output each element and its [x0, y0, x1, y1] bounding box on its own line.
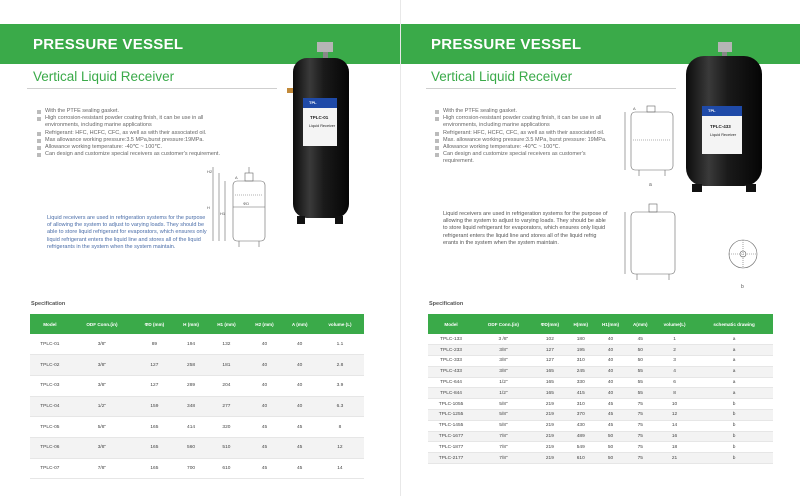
- table-cell: 310: [567, 356, 594, 367]
- table-row: [30, 355, 364, 376]
- table-cell: 40: [594, 356, 626, 367]
- table-cell: 75: [627, 453, 654, 464]
- table-cell: 7/8": [474, 442, 533, 453]
- table-cell: 414: [175, 417, 208, 438]
- table-cell: 89: [134, 334, 175, 355]
- column-header: A(mm): [627, 314, 654, 334]
- table-cell: TPLC-133: [428, 334, 474, 345]
- brand-label: TPL: [708, 108, 716, 113]
- table-cell: 14: [654, 420, 695, 431]
- table-cell: 75: [627, 442, 654, 453]
- table-cell: b: [695, 431, 773, 442]
- table-row: [428, 410, 773, 421]
- table-cell: 75: [627, 410, 654, 421]
- description: Liquid receivers are used in refrigeration systems for the purpose of allowing the system to adjust to varying loads. They should be able to store liquid refrigerant for evaporators, which ensures only liquid refrigerant enters the liquid line and stores all of the liquid refrigerants in the system when the system maintain.: [47, 215, 207, 250]
- table-cell: 3/8": [70, 334, 134, 355]
- table-cell: TPLC-02: [30, 355, 70, 376]
- table-cell: 40: [594, 377, 626, 388]
- spec-title: Specification: [429, 301, 464, 307]
- table-cell: 181: [207, 355, 245, 376]
- column-header: H1(mm): [594, 314, 626, 334]
- table-cell: TPLC-233: [428, 345, 474, 356]
- table-cell: 45: [594, 399, 626, 410]
- product-image: [287, 42, 353, 228]
- table-cell: 102: [533, 334, 567, 345]
- feature-item: Can design and customize special receivers as customer's requirement.: [435, 151, 615, 165]
- table-cell: 430: [567, 420, 594, 431]
- table-cell: 40: [245, 375, 283, 396]
- table-cell: 132: [207, 334, 245, 355]
- spec-table: [428, 314, 773, 464]
- table-row: [428, 366, 773, 377]
- table-cell: 180: [567, 334, 594, 345]
- table-cell: 245: [567, 366, 594, 377]
- table-cell: TPLC-04: [30, 396, 70, 417]
- divider: [426, 88, 676, 89]
- table-cell: 219: [533, 399, 567, 410]
- table-cell: 40: [594, 345, 626, 356]
- table-cell: 8: [316, 417, 364, 438]
- table-cell: TPLC-1455: [428, 420, 474, 431]
- table-row: [428, 399, 773, 410]
- table-cell: 195: [567, 345, 594, 356]
- table-row: [428, 356, 773, 367]
- table-cell: a: [695, 388, 773, 399]
- feature-list: [435, 108, 615, 166]
- table-cell: 50: [627, 345, 654, 356]
- product-name-label: Liquid Receiver: [710, 133, 737, 137]
- table-cell: 560: [175, 437, 208, 458]
- table-cell: 55: [627, 377, 654, 388]
- table-cell: 510: [207, 437, 245, 458]
- column-header: H (mm): [175, 314, 208, 334]
- table-cell: 3/8": [70, 375, 134, 396]
- table-row: [30, 437, 364, 458]
- table-cell: a: [695, 377, 773, 388]
- table-row: [30, 458, 364, 479]
- table-cell: 219: [533, 453, 567, 464]
- dim-label: H1: [220, 211, 226, 216]
- technical-drawing: [205, 165, 275, 250]
- table-cell: TPLC-03: [30, 375, 70, 396]
- column-header: Model: [30, 314, 70, 334]
- table-cell: 40: [284, 334, 316, 355]
- table-cell: 165: [533, 377, 567, 388]
- table-cell: 40: [284, 396, 316, 417]
- table-cell: 2: [654, 345, 695, 356]
- page-subtitle: Vertical Liquid Receiver: [33, 69, 175, 84]
- table-cell: 45: [594, 410, 626, 421]
- table-row: [30, 396, 364, 417]
- divider: [27, 88, 277, 89]
- product-image: [684, 42, 764, 194]
- feature-item: Refrigerant: HFC, HCFC, CFC, as well as with their associated oil.: [435, 130, 615, 137]
- feature-item: With the PTFE sealing gasket.: [37, 108, 237, 115]
- table-cell: 1/2": [474, 388, 533, 399]
- table-cell: 3 /8": [474, 334, 533, 345]
- table-cell: 7/8": [474, 453, 533, 464]
- table-cell: 700: [175, 458, 208, 479]
- table-cell: 3/8": [474, 356, 533, 367]
- drawing-label-a: a: [649, 182, 652, 188]
- table-cell: 1/2": [70, 396, 134, 417]
- table-cell: 45: [284, 458, 316, 479]
- table-cell: 165: [533, 366, 567, 377]
- technical-drawing: [619, 100, 689, 300]
- table-cell: 289: [175, 375, 208, 396]
- feature-item: With the PTFE sealing gasket.: [435, 108, 615, 115]
- model-label: TPLC-433: [710, 124, 731, 129]
- column-header: ΦD (mm): [134, 314, 175, 334]
- column-header: schematic drawing: [695, 314, 773, 334]
- feature-item: Allowance working temperature: -40℃ ~ 100℃.: [37, 144, 237, 151]
- page-title: PRESSURE VESSEL: [431, 36, 582, 53]
- page-title: PRESSURE VESSEL: [33, 36, 184, 53]
- table-cell: TPLC-1877: [428, 442, 474, 453]
- table-cell: 14: [316, 458, 364, 479]
- table-row: [428, 377, 773, 388]
- table-cell: 50: [594, 431, 626, 442]
- table-cell: 219: [533, 410, 567, 421]
- table-cell: 12: [654, 410, 695, 421]
- table-cell: 6: [654, 377, 695, 388]
- column-header: H1 (mm): [207, 314, 245, 334]
- table-cell: 10: [654, 399, 695, 410]
- table-cell: 1.1: [316, 334, 364, 355]
- dim-label: ΦD: [243, 201, 250, 206]
- table-row: [30, 334, 364, 355]
- model-label: TPLC-01: [310, 115, 329, 120]
- table-cell: 45: [594, 420, 626, 431]
- table-cell: 8: [654, 388, 695, 399]
- table-cell: 219: [533, 420, 567, 431]
- feature-list: [37, 108, 237, 158]
- table-cell: 7/8": [474, 431, 533, 442]
- table-row: [428, 345, 773, 356]
- dim-label: H: [207, 205, 210, 210]
- column-header: ODF Conn.(in): [474, 314, 533, 334]
- brand-label: TPL: [309, 100, 317, 105]
- table-row: [428, 431, 773, 442]
- feature-item: High corrosion-resistant powder coating finish, it can be use in all environments, including marine applications: [37, 115, 237, 129]
- drawing-label-b: b: [741, 284, 744, 290]
- table-cell: 3/8": [474, 345, 533, 356]
- product-name-label: Liquid Receiver: [309, 124, 336, 128]
- table-row: [30, 417, 364, 438]
- table-cell: 204: [207, 375, 245, 396]
- table-row: [428, 334, 773, 345]
- table-row: [428, 420, 773, 431]
- table-cell: 610: [567, 453, 594, 464]
- table-cell: TPLC-2177: [428, 453, 474, 464]
- table-cell: 165: [134, 458, 175, 479]
- table-cell: 7/8": [70, 458, 134, 479]
- table-cell: 1: [654, 334, 695, 345]
- table-cell: 45: [245, 458, 283, 479]
- spec-title: Specification: [31, 301, 66, 307]
- table-cell: 165: [533, 388, 567, 399]
- table-cell: 3.9: [316, 375, 364, 396]
- dim-label: A: [633, 106, 636, 111]
- table-cell: TPLC-07: [30, 458, 70, 479]
- table-cell: 5/8": [474, 410, 533, 421]
- page-subtitle: Vertical Liquid Receiver: [431, 69, 573, 84]
- table-cell: 5/8": [70, 417, 134, 438]
- feature-item: Max allowance working pressure:3.5 MPa,burst pressure:19MPa.: [37, 137, 237, 144]
- table-cell: b: [695, 399, 773, 410]
- table-cell: 277: [207, 396, 245, 417]
- table-cell: 4: [654, 366, 695, 377]
- table-cell: 40: [284, 375, 316, 396]
- column-header: A (mm): [284, 314, 316, 334]
- feature-item: Refrigerant: HFC, HCFC, CFC, as well as with their associated oil.: [37, 130, 237, 137]
- table-cell: b: [695, 410, 773, 421]
- dim-label: H2: [207, 169, 213, 174]
- feature-item: Can design and customize special receivers as customer's requirement.: [37, 151, 237, 158]
- table-cell: 127: [134, 375, 175, 396]
- table-cell: 55: [627, 388, 654, 399]
- table-cell: 165: [134, 417, 175, 438]
- feature-item: High corrosion-resistant powder coating finish, it can be use in all environments, including marine applications: [435, 115, 615, 129]
- right-page: [400, 0, 800, 496]
- table-cell: a: [695, 356, 773, 367]
- table-cell: 159: [134, 396, 175, 417]
- table-cell: 16: [654, 431, 695, 442]
- table-cell: 5/8": [474, 399, 533, 410]
- table-cell: TPLC-844: [428, 388, 474, 399]
- table-cell: 45: [245, 417, 283, 438]
- table-cell: a: [695, 366, 773, 377]
- table-cell: 127: [533, 356, 567, 367]
- table-cell: 194: [175, 334, 208, 355]
- table-cell: 6.3: [316, 396, 364, 417]
- table-cell: 5/8": [474, 420, 533, 431]
- table-cell: 75: [627, 431, 654, 442]
- feature-item: Allowance working temperature: -40℃ ~ 100℃.: [435, 144, 615, 151]
- table-cell: 1/2": [474, 377, 533, 388]
- table-cell: 348: [175, 396, 208, 417]
- column-header: H(mm): [567, 314, 594, 334]
- table-header-row: [30, 314, 364, 334]
- table-cell: 258: [175, 355, 208, 376]
- table-cell: TPLC-01: [30, 334, 70, 355]
- table-cell: 45: [284, 417, 316, 438]
- table-cell: 55: [627, 366, 654, 377]
- table-cell: b: [695, 442, 773, 453]
- technical-drawing-plan: [723, 232, 763, 292]
- spec-table: [30, 314, 364, 479]
- table-cell: 18: [654, 442, 695, 453]
- table-cell: TPLC-433: [428, 366, 474, 377]
- table-row: [428, 442, 773, 453]
- table-cell: 50: [627, 356, 654, 367]
- table-cell: 3/8": [70, 437, 134, 458]
- table-header-row: [428, 314, 773, 334]
- table-cell: 40: [594, 366, 626, 377]
- table-cell: TPLC-1255: [428, 410, 474, 421]
- table-cell: 165: [134, 437, 175, 458]
- table-cell: 40: [284, 355, 316, 376]
- table-row: [428, 388, 773, 399]
- table-cell: 127: [533, 345, 567, 356]
- feature-item: Max. allowance working pressure:3.5 MPa, burst pressure: 19MPa.: [435, 137, 615, 144]
- table-cell: TPLC-06: [30, 437, 70, 458]
- table-cell: 75: [627, 420, 654, 431]
- table-cell: a: [695, 334, 773, 345]
- table-cell: 489: [567, 431, 594, 442]
- table-cell: 40: [245, 396, 283, 417]
- table-cell: 310: [567, 399, 594, 410]
- table-cell: 3/8": [474, 366, 533, 377]
- table-cell: b: [695, 420, 773, 431]
- table-cell: 219: [533, 431, 567, 442]
- table-cell: 3/8": [70, 355, 134, 376]
- table-cell: 75: [627, 399, 654, 410]
- table-cell: 2.8: [316, 355, 364, 376]
- column-header: volume (L): [316, 314, 364, 334]
- table-cell: 50: [594, 442, 626, 453]
- column-header: Model: [428, 314, 474, 334]
- table-cell: 3: [654, 356, 695, 367]
- table-cell: 370: [567, 410, 594, 421]
- column-header: volume(L): [654, 314, 695, 334]
- table-cell: 45: [627, 334, 654, 345]
- table-cell: 415: [567, 388, 594, 399]
- table-cell: a: [695, 345, 773, 356]
- table-cell: TPLC-644: [428, 377, 474, 388]
- table-cell: 610: [207, 458, 245, 479]
- table-cell: 45: [284, 437, 316, 458]
- table-row: [30, 375, 364, 396]
- description: Liquid receivers are used in refrigeration systems for the purpose of allowing the system to adjust to varying loads. They should be able to store liquid refrigerant for evaporators, which ensures only liquid refrigerant enters the liquid line and stores all of the liquid refrig erants in the system when the system maintain.: [443, 211, 608, 246]
- column-header: H2 (mm): [245, 314, 283, 334]
- table-cell: TPLC-1677: [428, 431, 474, 442]
- table-cell: b: [695, 453, 773, 464]
- table-cell: 219: [533, 442, 567, 453]
- table-cell: 50: [594, 453, 626, 464]
- table-cell: 21: [654, 453, 695, 464]
- dim-label: A: [235, 175, 238, 180]
- table-cell: 320: [207, 417, 245, 438]
- table-cell: 40: [594, 334, 626, 345]
- table-cell: 330: [567, 377, 594, 388]
- table-cell: TPLC-1055: [428, 399, 474, 410]
- table-cell: 40: [594, 388, 626, 399]
- column-header: ΦD(mm): [533, 314, 567, 334]
- table-cell: 45: [245, 437, 283, 458]
- table-cell: TPLC-05: [30, 417, 70, 438]
- table-cell: TPLC-333: [428, 356, 474, 367]
- table-cell: 12: [316, 437, 364, 458]
- table-row: [428, 453, 773, 464]
- table-cell: 127: [134, 355, 175, 376]
- table-cell: 549: [567, 442, 594, 453]
- table-cell: 40: [245, 334, 283, 355]
- table-cell: 40: [245, 355, 283, 376]
- column-header: ODF Conn.(in): [70, 314, 134, 334]
